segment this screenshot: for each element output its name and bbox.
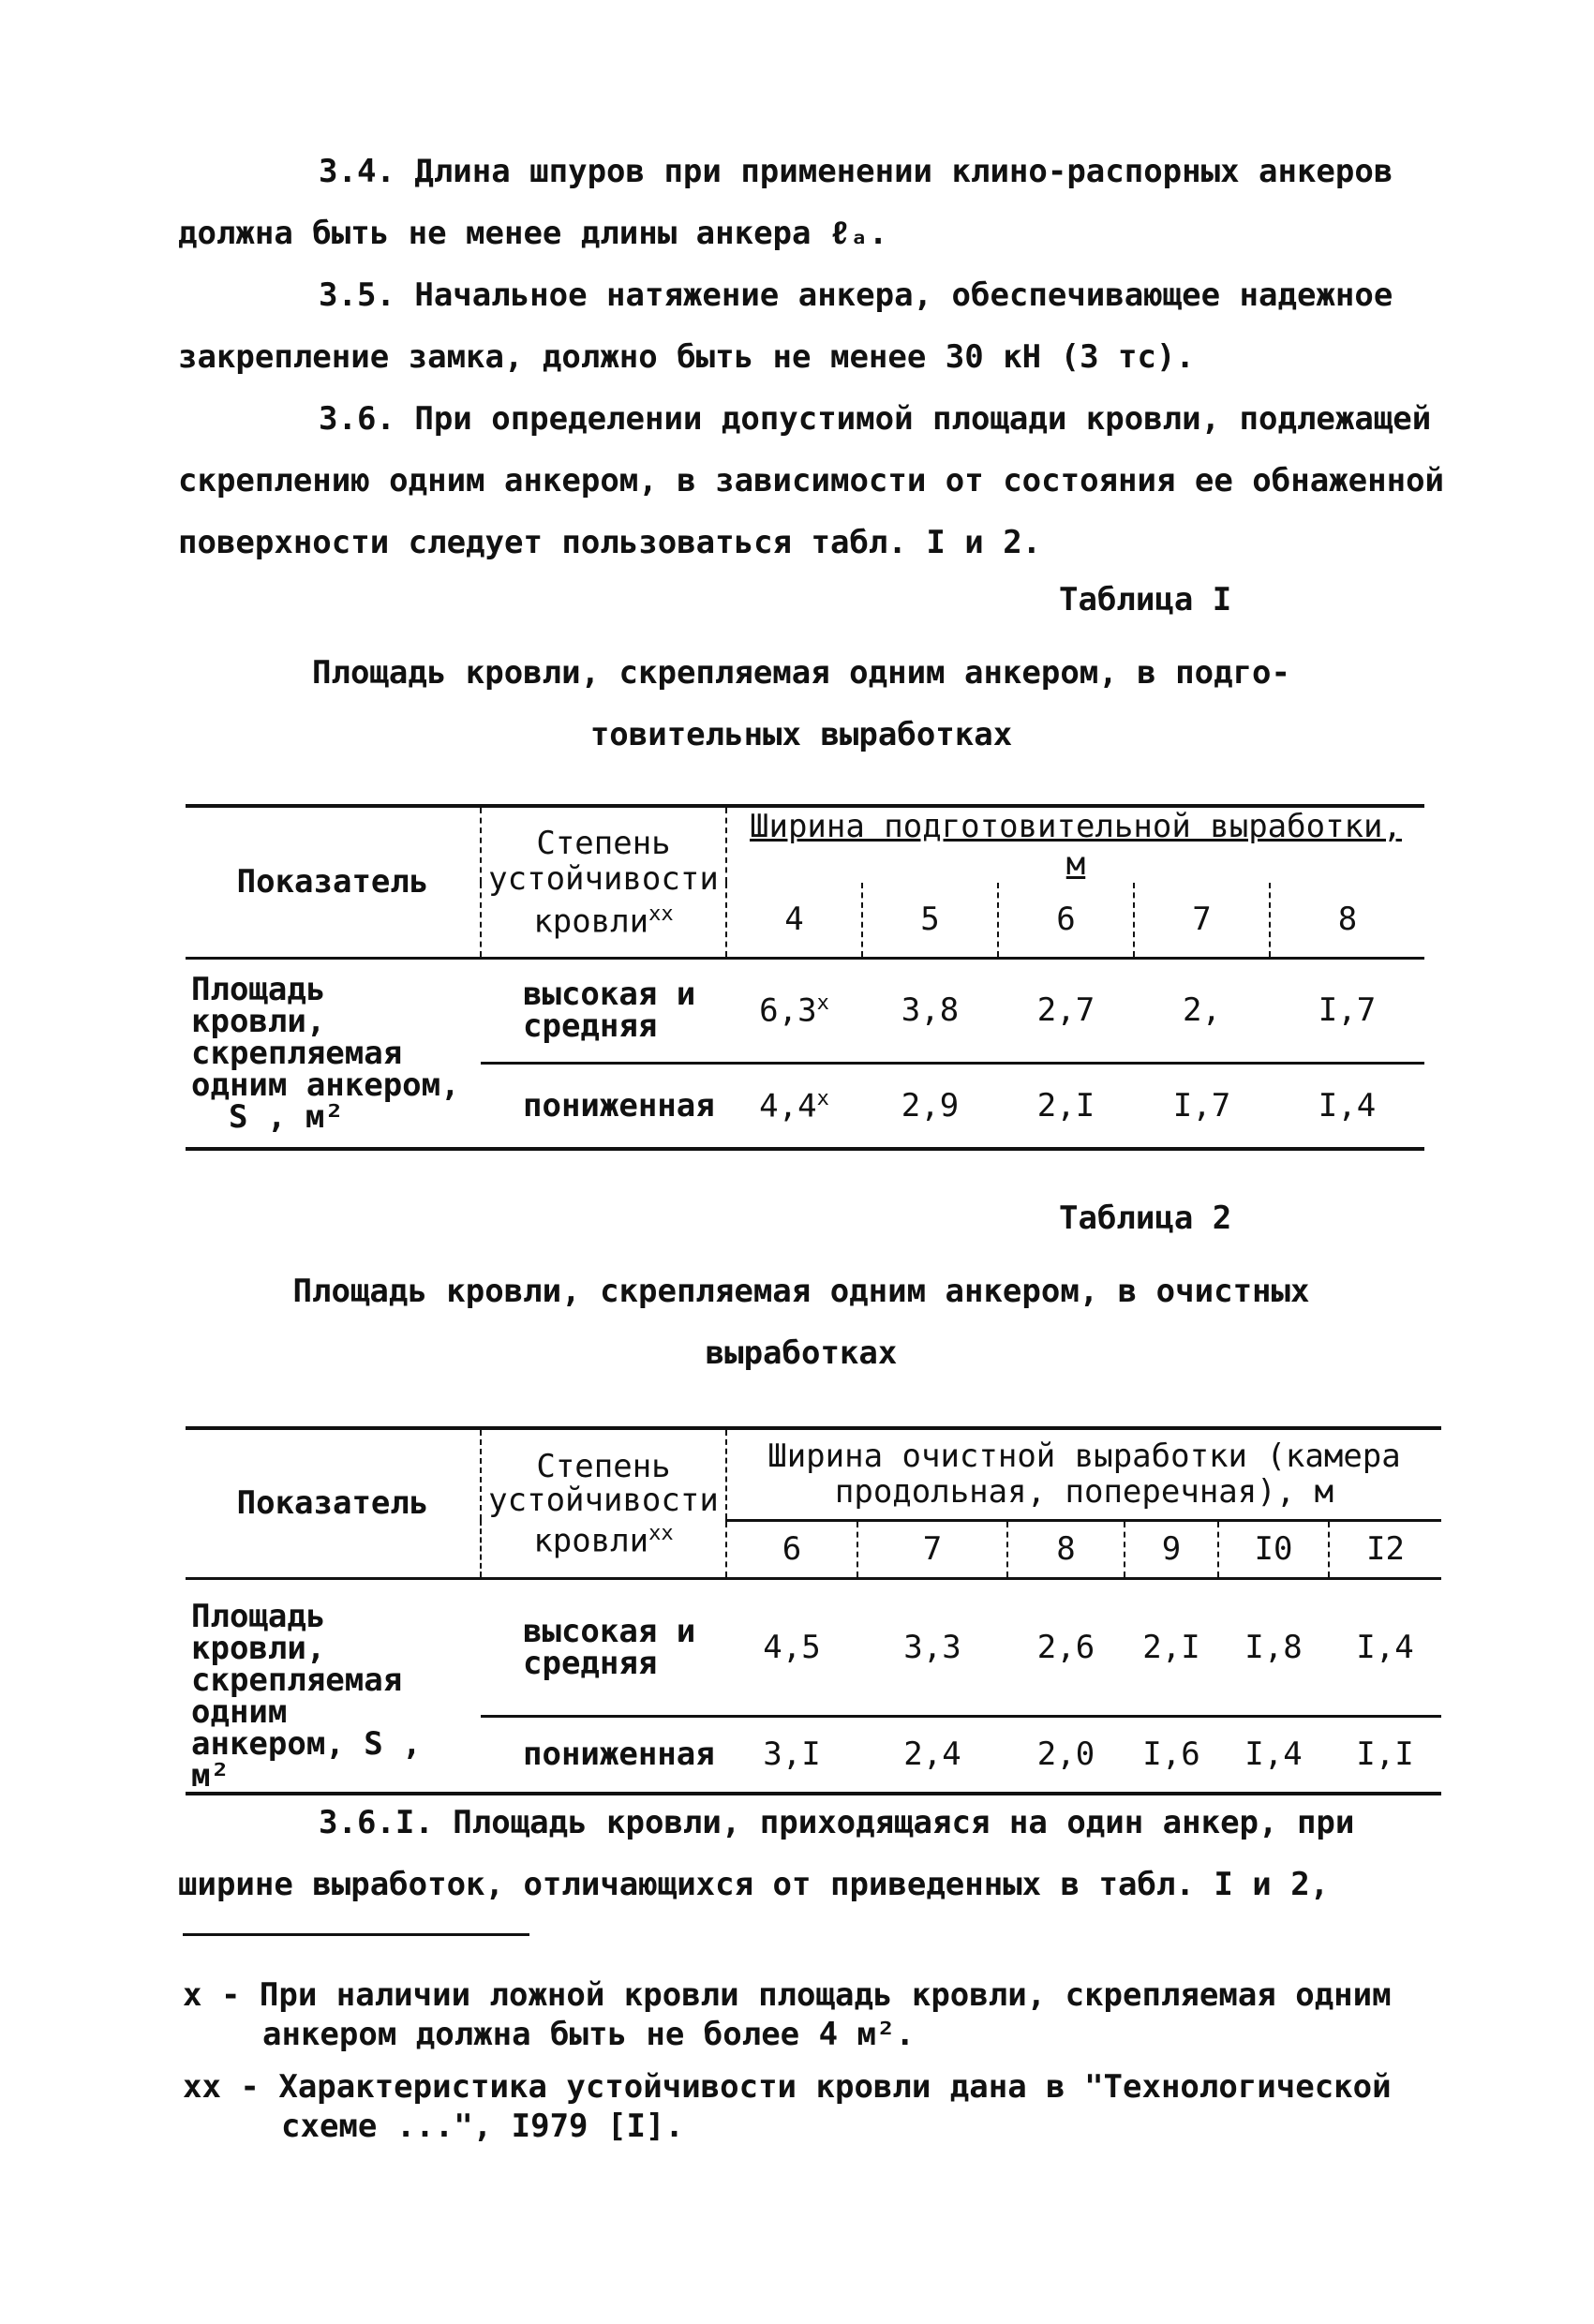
table2-width-8: 8 (1007, 1520, 1125, 1578)
table-cell: 2,9 (901, 1086, 960, 1125)
table1-row-label: Площадь кровли, скрепляемая одним анкером, S , м² (191, 970, 460, 1136)
p34-line1: 3.4. Длина шпуров при применении клино-распорных анкеров (319, 153, 1393, 190)
table2-col-stability: Степень устойчивости кровли$^{xx}$ (481, 1428, 726, 1578)
table1-width-7: 7 (1134, 883, 1270, 958)
footnote-x-line1: x - При наличии ложной кровли площадь кровли, скрепляемая одним (183, 1976, 1392, 2014)
table-cell: I,4 (1356, 1628, 1414, 1666)
footnote-divider (183, 1933, 529, 1936)
table-cell: 6,3$^x$ (759, 991, 829, 1030)
table2-width-7: 7 (857, 1520, 1007, 1578)
table-cell: I,7 (1318, 991, 1377, 1029)
table-cell: 2, (1183, 991, 1221, 1029)
table2-title (178, 1260, 1424, 1384)
table-cell: I,8 (1244, 1628, 1303, 1666)
table2-width-9: 9 (1125, 1520, 1218, 1578)
table-cell: 2,7 (1036, 991, 1095, 1029)
table1-title-line1: Площадь кровли, скрепляемая одним анкером, в подго- (312, 654, 1290, 692)
p35-line1: 3.5. Начальное натяжение анкера, обеспечивающее надежное (319, 276, 1393, 314)
table-cell: 2,I (1036, 1086, 1095, 1125)
table1-title (178, 642, 1424, 766)
p361-line2: ширине выработок, отличающихся от приведенных в табл. I и 2, (178, 1866, 1330, 1903)
table-cell: I,I (1356, 1736, 1414, 1774)
footnote-xx-line2: схеме ...", I979 [I]. (281, 2108, 684, 2145)
table2-col-indicator: Показатель (236, 1484, 429, 1523)
table1-width-4: 4 (726, 883, 862, 958)
table-cell: 2,6 (1036, 1628, 1095, 1666)
table1-width-5: 5 (862, 883, 998, 958)
table2-row1-stability: высокая и средняя (523, 1612, 696, 1682)
table1-title-line2: товительных выработках (589, 716, 1013, 753)
table2-row2-stability: пониженная (523, 1736, 715, 1774)
table-cell: 3,3 (903, 1628, 961, 1666)
table1 (186, 804, 1424, 1151)
table2-col-width: Ширина очистной выработки (камера продольная, поперечная), м (726, 1428, 1441, 1520)
footnote-x-line2: анкером должна быть не более 4 м². (262, 2016, 915, 2053)
p34-line2: должна быть не менее длины анкера ℓₐ. (178, 215, 888, 252)
table2-title-line2: выработках (705, 1334, 898, 1372)
table2-width-10: I0 (1218, 1520, 1329, 1578)
table1-row2-stability: пониженная (523, 1086, 715, 1125)
p36-line2: скреплению одним анкером, в зависимости от состояния ее обнаженной (178, 462, 1445, 499)
intro-paragraphs (178, 141, 1445, 574)
footnote-xx-line1: xx - Характеристика устойчивости кровли дана в "Технологической (183, 2068, 1392, 2106)
table2-row-label: Площадь кровли, скрепляемая одним анкером, S , м² (191, 1597, 422, 1795)
table1-row1-stability: высокая и средняя (523, 976, 696, 1045)
table-cell: 2,4 (903, 1736, 961, 1774)
p36-line1: 3.6. При определении допустимой площади кровли, подлежащей (319, 400, 1432, 438)
table-cell: 3,8 (901, 991, 960, 1029)
table2-width-6: 6 (726, 1520, 857, 1578)
table2-title-line1: Площадь кровли, скрепляемая одним анкером, в очистных (292, 1273, 1310, 1310)
table2-width-12: I2 (1329, 1520, 1441, 1578)
table-cell: I,4 (1244, 1736, 1303, 1774)
table2 (186, 1426, 1441, 1795)
p361-paragraph (178, 1792, 1424, 1915)
table1-col-stability: Степень устойчивости кровли$^{xx}$ (481, 806, 726, 958)
table-cell: 4,4$^x$ (759, 1086, 829, 1125)
footnotes (183, 1975, 1392, 2146)
table-cell: 4,5 (763, 1628, 821, 1666)
table-cell: I,7 (1172, 1086, 1231, 1125)
table-cell: 2,0 (1036, 1736, 1095, 1774)
table1-width-6: 6 (998, 883, 1134, 958)
table1-label: Таблица I (1059, 581, 1232, 618)
table1-width-8: 8 (1270, 883, 1424, 958)
p35-line2: закрепление замка, должно быть не менее 30 кН (3 тс). (178, 338, 1195, 376)
table-cell: I,6 (1142, 1736, 1200, 1774)
table1-col-width: Ширина подготовительной выработки, м (726, 806, 1424, 883)
p361-line1: 3.6.I. Площадь кровли, приходящаяся на один анкер, при (319, 1804, 1355, 1841)
table2-label: Таблица 2 (1059, 1199, 1232, 1237)
table-cell: I,4 (1318, 1086, 1377, 1125)
table-cell: 3,I (763, 1736, 821, 1774)
table1-col-indicator: Показатель (236, 863, 429, 901)
p36-line3: поверхности следует пользоваться табл. I и 2. (178, 524, 1042, 561)
table-cell: 2,I (1142, 1628, 1200, 1666)
